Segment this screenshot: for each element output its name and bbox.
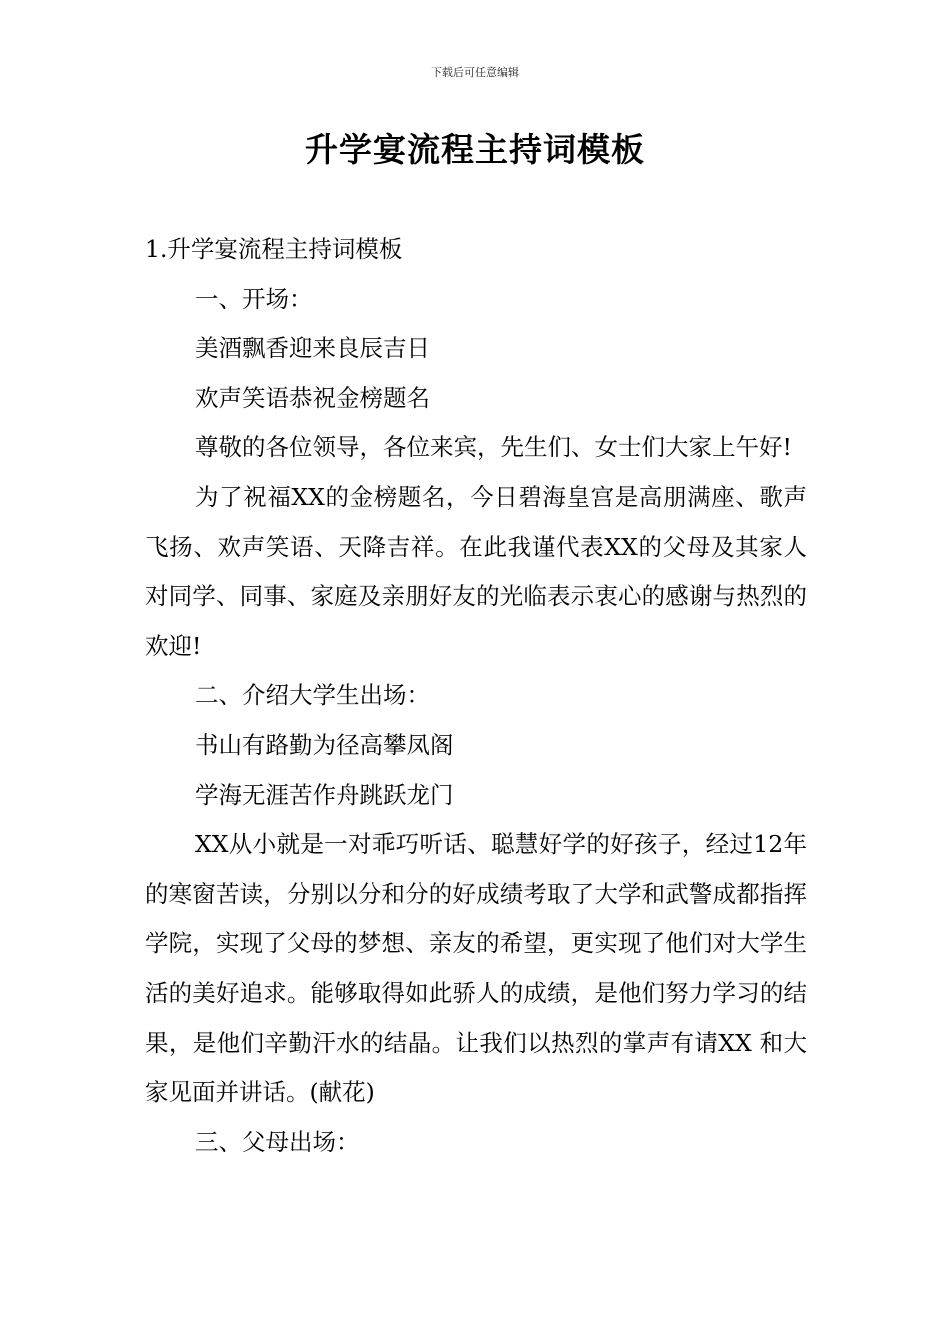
body-paragraph: 为了祝福XX的金榜题名，今日碧海皇宫是高朋满座、歌声飞扬、欢声笑语、天降吉祥。在此我谨代表XX的父母及其家人对同学、同事、家庭及亲朋好友的光临表示衷心的感谢与热烈的欢迎! <box>145 482 807 660</box>
body-paragraph: 1.升学宴流程主持词模板 <box>145 235 403 263</box>
body-paragraph: 美酒飘香迎来良辰吉日 <box>195 334 430 363</box>
body-paragraph: 书山有路勤为径高攀凤阁 <box>195 730 454 759</box>
body-paragraph: 欢声笑语恭祝金榜题名 <box>195 383 430 412</box>
header-note: 下载后可任意编辑 <box>431 66 519 79</box>
body-paragraph: XX从小就是一对乖巧听话、聪慧好学的好孩子，经过12年的寒窗苦读，分别以分和分的好成绩考取了大学和武警成都指挥学院，实现了父母的梦想、亲友的希望，更实现了他们对大学生活的美好追求。能够取得如此骄人的成绩，是他们努力学习的结果，是他们辛勤汗水的结晶。让我们以热烈的掌声有请XX 和大家见面并讲话。(献花) <box>145 830 807 1107</box>
body-paragraph: 学海无涯苦作舟跳跃龙门 <box>195 780 454 809</box>
document-body <box>145 225 807 1167</box>
document-title: 升学宴流程主持词模板 <box>305 130 645 169</box>
body-paragraph: 一、开场： <box>195 284 313 313</box>
body-paragraph: 尊敬的各位领导，各位来宾，先生们、女士们大家上午好! <box>195 433 792 462</box>
body-paragraph: 三、父母出场： <box>195 1127 360 1156</box>
body-paragraph: 二、介绍大学生出场： <box>195 681 430 710</box>
